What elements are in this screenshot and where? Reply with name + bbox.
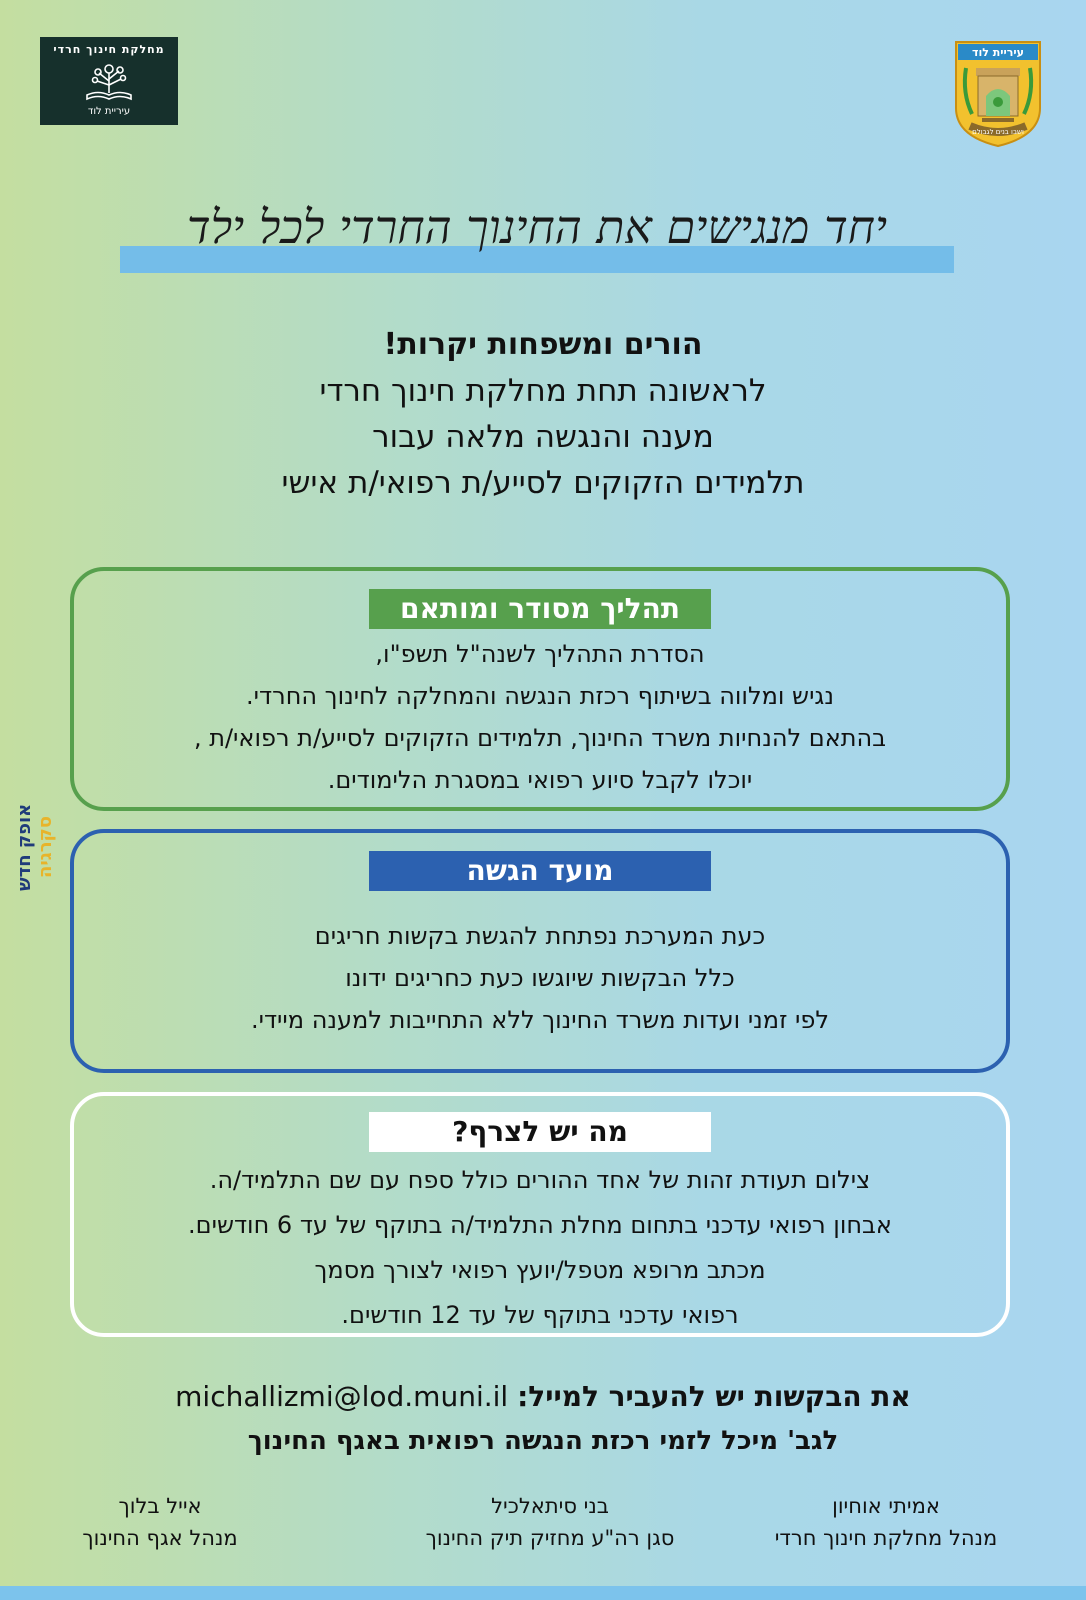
contact-label: את הבקשות יש להעביר למייל: <box>517 1380 911 1413</box>
process-line: יוכלו לקבל סיוע רפואי במסגרת הלימודים. <box>327 766 753 794</box>
signature-block <box>395 1490 705 1554</box>
signature-block <box>55 1490 265 1554</box>
process-box <box>70 567 1010 811</box>
signature-role: מנהל אגף החינוך <box>82 1526 238 1550</box>
process-line: בהתאם להנחיות משרד החינוך, תלמידים הזקוקים לסייע/ת רפואי/ת , <box>193 724 887 752</box>
attachments-text <box>84 1158 996 1338</box>
deadline-text <box>84 915 996 1041</box>
process-line: נגיש ומלווה בשיתוף רכזת הנגשה והמחלקה לחינוך החרדי. <box>246 682 834 710</box>
attachments-line: מכתב מרופא מטפל/יועץ רפואי לצורך מסמך <box>314 1256 766 1284</box>
city-emblem-icon <box>952 38 1044 148</box>
intro-line: תלמידים הזקוקים לסייע/ת רפואי/ת אישי <box>281 465 805 501</box>
attachments-box <box>70 1092 1010 1337</box>
intro-line: מענה והנגשה מלאה עבור <box>372 419 714 455</box>
attachments-line: אבחון רפואי עדכני בתחום מחלת התלמיד/ה בתוקף של עד 6 חודשים. <box>188 1211 892 1239</box>
city-emblem-motto: ושבו בנים לגבולם <box>972 128 1024 136</box>
signature-role: מנהל מחלקת חינוך חרדי <box>774 1526 998 1550</box>
intro-greeting: הורים ומשפחות יקרות! <box>383 327 703 362</box>
title-area <box>120 200 954 280</box>
intro-section <box>100 322 986 506</box>
deadline-box <box>70 829 1010 1073</box>
process-line: הסדרת התהליך לשנה"ל תשפ"ו, <box>375 640 705 668</box>
deadline-line: לפי זמני ועדות משרד החינוך ללא התחייבות למענה מיידי. <box>250 1006 830 1034</box>
contact-email[interactable]: michallizmi@lod.muni.il <box>175 1380 509 1413</box>
page-title: יחד מנגישים את החינוך החרדי לכל ילד <box>186 200 888 254</box>
department-logo <box>40 37 178 125</box>
side-logo-main: אופק חדש <box>14 803 35 891</box>
attachments-heading: מה יש לצרף? <box>369 1112 711 1152</box>
contact-recipient: לגב' מיכל לזמי רכזת הנגשה רפואית באגף החינוך <box>247 1426 839 1456</box>
side-logo-accent: סקרגיה <box>35 815 56 879</box>
tree-book-icon <box>79 59 139 103</box>
city-emblem-name: עיריית לוד <box>972 46 1024 59</box>
contact-section <box>60 1376 1026 1464</box>
signature-name: בני סיתאלכיל <box>491 1494 609 1518</box>
contact-email-line <box>60 1376 1026 1418</box>
dept-logo-sub-text: עיריית לוד <box>87 106 131 117</box>
process-heading: תהליך מסודר ומותאם <box>369 589 711 629</box>
signature-block <box>756 1490 1016 1554</box>
signature-name: אמיתי אוחיון <box>832 1494 940 1518</box>
deadline-line: כלל הבקשות שיוגשו כעת כחריגים ידונו <box>345 964 735 992</box>
attachments-line: רפואי עדכני בתוקף של עד 12 חודשים. <box>341 1301 739 1329</box>
side-logo <box>14 792 56 902</box>
intro-line: לראשונה תחת מחלקת חינוך חרדי <box>319 373 767 409</box>
signature-name: אייל בלוך <box>118 1494 202 1518</box>
signature-role: סגן רה"ע מחזיק תיק החינוך <box>425 1526 675 1550</box>
deadline-line: כעת המערכת נפתחת להגשת בקשות חריגים <box>314 922 766 950</box>
bottom-bar <box>0 1586 1086 1600</box>
deadline-heading: מועד הגשה <box>369 851 711 891</box>
attachments-line: צילום תעודת זהות של אחד ההורים כולל ספח עם שם התלמיד/ה. <box>209 1166 871 1194</box>
dept-logo-arc-text: מחלקת חינוך חרדי <box>53 43 165 56</box>
process-text <box>84 633 996 801</box>
